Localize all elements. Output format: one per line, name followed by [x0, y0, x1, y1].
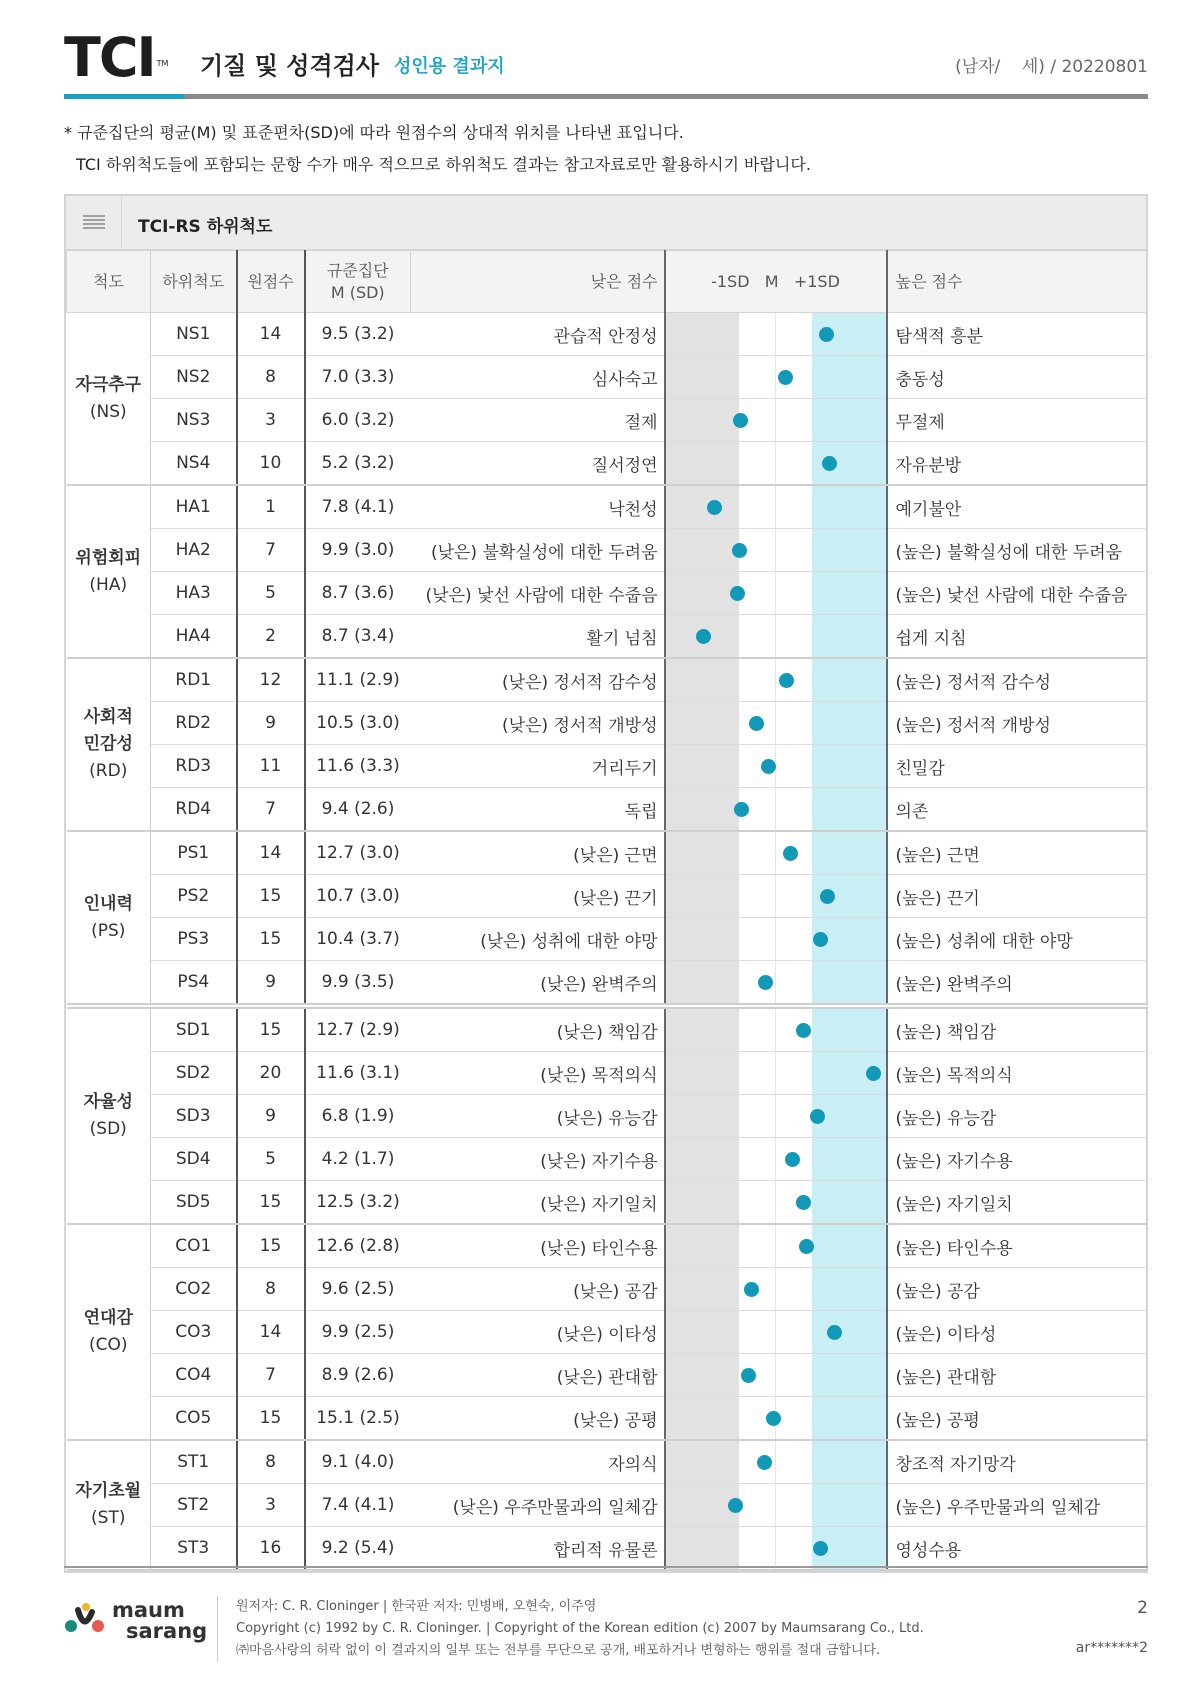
scale-code: (RD)	[89, 761, 128, 781]
high-score-label: (높은) 공평	[887, 1397, 1147, 1441]
score-plot	[665, 572, 887, 615]
score-plot	[665, 702, 887, 745]
score-dot	[778, 370, 793, 385]
raw-score: 1	[237, 485, 305, 529]
scale-label: 위험회피	[75, 547, 142, 568]
high-score-label: (높은) 끈기	[887, 875, 1147, 918]
low-score-label: (낮은) 근면	[411, 831, 665, 875]
table-row	[67, 356, 1147, 399]
score-plot	[665, 1181, 887, 1225]
subscale-code: CO1	[151, 1224, 237, 1268]
table-body	[67, 313, 1147, 1571]
low-score-label: (낮은) 완벽주의	[411, 961, 665, 1005]
table-row	[67, 1354, 1147, 1397]
score-plot	[665, 961, 887, 1005]
scale-name	[67, 485, 151, 658]
document-title: 기질 및 성격검사	[200, 52, 379, 80]
score-dot	[733, 413, 748, 428]
score-plot	[665, 529, 887, 572]
table-row	[67, 658, 1147, 702]
raw-score: 14	[237, 831, 305, 875]
low-score-label: 절제	[411, 399, 665, 442]
score-dot	[730, 586, 745, 601]
high-score-label: 친밀감	[887, 745, 1147, 788]
raw-score: 9	[237, 1095, 305, 1138]
high-score-label: (높은) 근면	[887, 831, 1147, 875]
scale-code: (PS)	[91, 920, 126, 941]
low-score-label: (낮은) 끈기	[411, 875, 665, 918]
subscale-code: CO2	[151, 1268, 237, 1311]
score-dot	[796, 1195, 811, 1210]
high-score-label: (높은) 정서적 개방성	[887, 702, 1147, 745]
raw-score: 14	[237, 313, 305, 356]
page-header	[64, 24, 1148, 98]
low-score-label: (낮은) 책임감	[411, 1008, 665, 1052]
logo-text: maum	[112, 1598, 185, 1622]
low-score-label: (낮은) 정서적 감수성	[411, 658, 665, 702]
score-dot	[734, 802, 749, 817]
score-dot	[761, 759, 776, 774]
norm-mean-sd: 11.6 (3.3)	[305, 745, 411, 788]
table-row	[67, 1268, 1147, 1311]
low-score-label: 독립	[411, 788, 665, 832]
subscale-code: SD5	[151, 1181, 237, 1225]
low-score-label: (낮은) 타인수용	[411, 1224, 665, 1268]
raw-score: 8	[237, 1268, 305, 1311]
raw-score: 9	[237, 702, 305, 745]
scale-name	[67, 1224, 151, 1440]
table-row	[67, 788, 1147, 832]
high-score-label: (높은) 불확실성에 대한 두려움	[887, 529, 1147, 572]
subscale-code: PS4	[151, 961, 237, 1005]
norm-mean-sd: 9.9 (3.5)	[305, 961, 411, 1005]
subscale-code: SD2	[151, 1052, 237, 1095]
score-dot	[779, 673, 794, 688]
raw-score: 15	[237, 1397, 305, 1441]
norm-mean-sd: 12.5 (3.2)	[305, 1181, 411, 1225]
norm-mean-sd: 9.1 (4.0)	[305, 1440, 411, 1484]
low-score-label: (낮은) 낯선 사람에 대한 수줍음	[411, 572, 665, 615]
low-score-label: (낮은) 불확실성에 대한 두려움	[411, 529, 665, 572]
raw-score: 14	[237, 1311, 305, 1354]
subscale-code: CO5	[151, 1397, 237, 1441]
score-dot	[799, 1239, 814, 1254]
scale-label: 인내력	[83, 893, 133, 914]
subscale-code: HA1	[151, 485, 237, 529]
table-header-row	[67, 251, 1147, 313]
low-score-label: (낮은) 이타성	[411, 1311, 665, 1354]
raw-score: 11	[237, 745, 305, 788]
score-dot	[766, 1411, 781, 1426]
scale-name	[67, 658, 151, 831]
score-dot	[822, 456, 837, 471]
score-dot	[707, 500, 722, 515]
table-row	[67, 1440, 1147, 1484]
norm-mean-sd: 11.6 (3.1)	[305, 1052, 411, 1095]
norm-mean-sd: 10.4 (3.7)	[305, 918, 411, 961]
scale-code: (ST)	[91, 1508, 126, 1528]
low-score-label: 자의식	[411, 1440, 665, 1484]
norm-mean-sd: 7.0 (3.3)	[305, 356, 411, 399]
score-dot	[827, 1325, 842, 1340]
tci-logo: TCI ™	[64, 26, 169, 89]
subscale-code: HA4	[151, 615, 237, 659]
score-dot	[866, 1066, 881, 1081]
col-high: 높은 점수	[887, 251, 1147, 313]
score-plot	[665, 918, 887, 961]
score-dot	[744, 1282, 759, 1297]
raw-score: 20	[237, 1052, 305, 1095]
score-dot	[758, 975, 773, 990]
col-low: 낮은 점수	[411, 251, 665, 313]
scale-label: 자율성	[83, 1092, 133, 1112]
score-plot	[665, 831, 887, 875]
low-score-label: (낮은) 성취에 대한 야망	[411, 918, 665, 961]
norm-mean-sd: 8.9 (2.6)	[305, 1354, 411, 1397]
header-accent-line	[64, 94, 184, 99]
table-row	[67, 572, 1147, 615]
table-row	[67, 485, 1147, 529]
score-plot	[665, 1311, 887, 1354]
table-row	[67, 918, 1147, 961]
scale-code: (HA)	[89, 574, 128, 595]
footer-separator	[217, 1596, 218, 1662]
score-dot	[757, 1455, 772, 1470]
low-score-label: 질서정연	[411, 442, 665, 486]
score-dot	[749, 716, 764, 731]
table-row	[67, 1008, 1147, 1052]
norm-mean-sd: 12.7 (2.9)	[305, 1008, 411, 1052]
subscale-code: ST3	[151, 1527, 237, 1571]
low-score-label: (낮은) 자기일치	[411, 1181, 665, 1225]
raw-score: 7	[237, 1354, 305, 1397]
high-score-label: (높은) 책임감	[887, 1008, 1147, 1052]
note-line: * 규준집단의 평균(M) 및 표준편차(SD)에 따라 원점수의 상대적 위치를 나타낸 표입니다.	[64, 123, 684, 142]
norm-mean-sd: 9.9 (3.0)	[305, 529, 411, 572]
copyright-line: 원저자: C. R. Cloninger | 한국판 저자: 민병배, 오현숙, 이주영	[236, 1599, 597, 1614]
raw-score: 8	[237, 356, 305, 399]
scale-name	[67, 313, 151, 486]
logo-text: sarang	[126, 1619, 208, 1643]
norm-mean-sd: 11.1 (2.9)	[305, 658, 411, 702]
norm-mean-sd: 9.6 (2.5)	[305, 1268, 411, 1311]
subscale-code: NS1	[151, 313, 237, 356]
norm-mean-sd: 6.0 (3.2)	[305, 399, 411, 442]
subscale-code: SD3	[151, 1095, 237, 1138]
high-score-label: 자유분방	[887, 442, 1147, 486]
low-score-label: 관습적 안정성	[411, 313, 665, 356]
score-plot	[665, 1527, 887, 1571]
high-score-label: (높은) 자기수용	[887, 1138, 1147, 1181]
menu-icon[interactable]	[66, 196, 122, 248]
score-plot	[665, 788, 887, 832]
norm-mean-sd: 9.2 (5.4)	[305, 1527, 411, 1571]
score-plot	[665, 1268, 887, 1311]
score-plot	[665, 356, 887, 399]
high-score-label: (높은) 우주만물과의 일체감	[887, 1484, 1147, 1527]
table-row	[67, 745, 1147, 788]
col-norm: 규준집단 M (SD)	[305, 251, 411, 313]
low-score-label: (낮은) 우주만물과의 일체감	[411, 1484, 665, 1527]
score-plot	[665, 1138, 887, 1181]
score-plot	[665, 1484, 887, 1527]
col-scale: 척도	[67, 251, 151, 313]
raw-score: 15	[237, 1181, 305, 1225]
high-score-label: (높은) 성취에 대한 야망	[887, 918, 1147, 961]
high-score-label: 예기불안	[887, 485, 1147, 529]
scale-name	[67, 1440, 151, 1570]
score-dot	[785, 1152, 800, 1167]
table-row	[67, 1311, 1147, 1354]
norm-mean-sd: 6.8 (1.9)	[305, 1095, 411, 1138]
high-score-label: (높은) 관대함	[887, 1354, 1147, 1397]
subscale-code: RD3	[151, 745, 237, 788]
score-plot	[665, 485, 887, 529]
scale-code: (CO)	[88, 1335, 128, 1355]
raw-score: 15	[237, 918, 305, 961]
respondent-meta: (남자/ 세) / 20220801	[955, 57, 1148, 77]
table-row	[67, 702, 1147, 745]
col-subscale: 하위척도	[151, 251, 237, 313]
score-dot	[728, 1498, 743, 1513]
score-plot	[665, 313, 887, 356]
subscale-code: RD2	[151, 702, 237, 745]
subscale-code: SD1	[151, 1008, 237, 1052]
score-plot	[665, 442, 887, 486]
score-plot	[665, 1354, 887, 1397]
raw-score: 3	[237, 1484, 305, 1527]
subscale-code: HA2	[151, 529, 237, 572]
high-score-label: 충동성	[887, 356, 1147, 399]
table-row	[67, 875, 1147, 918]
document-subtitle: 성인용 결과지	[394, 56, 505, 77]
norm-mean-sd: 10.5 (3.0)	[305, 702, 411, 745]
raw-score: 12	[237, 658, 305, 702]
norm-mean-sd: 7.4 (4.1)	[305, 1484, 411, 1527]
score-dot	[819, 327, 834, 342]
norm-mean-sd: 9.9 (2.5)	[305, 1311, 411, 1354]
footer-divider	[64, 1566, 1148, 1568]
subscale-code: NS4	[151, 442, 237, 486]
subscale-code: CO4	[151, 1354, 237, 1397]
copyright-line: Copyright (c) 1992 by C. R. Cloninger. | Copyright of the Korean edition (c) 2007 by Maumsarang Co., Ltd.	[236, 1621, 924, 1636]
score-dot	[783, 846, 798, 861]
low-score-label: (낮은) 자기수용	[411, 1138, 665, 1181]
raw-score: 16	[237, 1527, 305, 1571]
score-dot	[813, 1541, 828, 1556]
score-dot	[696, 629, 711, 644]
subscale-code: NS3	[151, 399, 237, 442]
table-row	[67, 1052, 1147, 1095]
low-score-label: (낮은) 공평	[411, 1397, 665, 1441]
norm-mean-sd: 4.2 (1.7)	[305, 1138, 411, 1181]
scale-label: 자기초월	[75, 1481, 142, 1501]
high-score-label: (높은) 목적의식	[887, 1052, 1147, 1095]
norm-mean-sd: 12.6 (2.8)	[305, 1224, 411, 1268]
raw-score: 9	[237, 961, 305, 1005]
raw-score: 7	[237, 788, 305, 832]
scale-code: (SD)	[89, 1119, 127, 1139]
score-plot	[665, 615, 887, 659]
score-plot	[665, 1095, 887, 1138]
high-score-label: 영성수용	[887, 1527, 1147, 1571]
norm-mean-sd: 15.1 (2.5)	[305, 1397, 411, 1441]
high-score-label: (높은) 타인수용	[887, 1224, 1147, 1268]
copyright-line: ㈜마음사랑의 허락 없이 이 결과지의 일부 또는 전부를 무단으로 공개, 배포하거나 변형하는 행위를 절대 금합니다.	[236, 1643, 881, 1658]
maumsarang-mark-icon	[64, 1602, 106, 1636]
table-row	[67, 831, 1147, 875]
low-score-label: 활기 넘침	[411, 615, 665, 659]
subscale-code: RD1	[151, 658, 237, 702]
low-score-label: 낙천성	[411, 485, 665, 529]
score-dot	[813, 932, 828, 947]
raw-score: 3	[237, 399, 305, 442]
table-row	[67, 442, 1147, 486]
page-number: 2	[1137, 1598, 1148, 1618]
low-score-label: (낮은) 공감	[411, 1268, 665, 1311]
scale-code: (NS)	[89, 401, 127, 422]
score-dot	[810, 1109, 825, 1124]
high-score-label: (높은) 유능감	[887, 1095, 1147, 1138]
low-score-label: (낮은) 정서적 개방성	[411, 702, 665, 745]
low-score-label: (낮은) 관대함	[411, 1354, 665, 1397]
score-plot	[665, 1052, 887, 1095]
maumsarang-logo	[64, 1600, 214, 1650]
subscale-code: SD4	[151, 1138, 237, 1181]
high-score-label: 창조적 자기망각	[887, 1440, 1147, 1484]
high-score-label: 무절제	[887, 399, 1147, 442]
scale-name	[67, 1008, 151, 1224]
norm-mean-sd: 8.7 (3.4)	[305, 615, 411, 659]
subscale-code: CO3	[151, 1311, 237, 1354]
norm-mean-sd: 7.8 (4.1)	[305, 485, 411, 529]
copyright	[236, 1596, 924, 1662]
high-score-label: 의존	[887, 788, 1147, 832]
scale-label: 연대감	[83, 1308, 133, 1328]
high-score-label: (높은) 이타성	[887, 1311, 1147, 1354]
high-score-label: 탐색적 흥분	[887, 313, 1147, 356]
high-score-label: (높은) 정서적 감수성	[887, 658, 1147, 702]
raw-score: 7	[237, 529, 305, 572]
raw-score: 8	[237, 1440, 305, 1484]
subscale-code: HA3	[151, 572, 237, 615]
norm-mean-sd: 9.4 (2.6)	[305, 788, 411, 832]
score-plot	[665, 1397, 887, 1441]
score-dot	[820, 889, 835, 904]
table-row	[67, 1397, 1147, 1441]
raw-score: 15	[237, 1224, 305, 1268]
score-plot	[665, 1440, 887, 1484]
table-row	[67, 1527, 1147, 1571]
table-row	[67, 399, 1147, 442]
raw-score: 2	[237, 615, 305, 659]
high-score-label: (높은) 공감	[887, 1268, 1147, 1311]
score-plot	[665, 875, 887, 918]
panel-header	[66, 196, 1146, 250]
table-row	[67, 1138, 1147, 1181]
table-row	[67, 1181, 1147, 1225]
scale-label: 자극추구	[75, 374, 142, 395]
subscale-code: ST1	[151, 1440, 237, 1484]
norm-mean-sd: 5.2 (3.2)	[305, 442, 411, 486]
note-line: TCI 하위척도들에 포함되는 문항 수가 매우 적으므로 하위척도 결과는 참고자료로만 활용하시기 바랍니다.	[76, 155, 811, 174]
raw-score: 15	[237, 875, 305, 918]
table-row	[67, 1224, 1147, 1268]
table-row	[67, 529, 1147, 572]
high-score-label: 쉽게 지침	[887, 615, 1147, 659]
subscale-code: ST2	[151, 1484, 237, 1527]
raw-score: 10	[237, 442, 305, 486]
subscale-code: RD4	[151, 788, 237, 832]
low-score-label: 거리두기	[411, 745, 665, 788]
report-code: ar*******2	[1075, 1640, 1148, 1656]
raw-score: 5	[237, 1138, 305, 1181]
score-dot	[741, 1368, 756, 1383]
subscale-code: PS3	[151, 918, 237, 961]
scale-label: 사회적 민감성	[83, 707, 133, 754]
norm-mean-sd: 9.5 (3.2)	[305, 313, 411, 356]
subscale-code: PS1	[151, 831, 237, 875]
col-plot: -1SD M +1SD	[665, 251, 887, 313]
norm-mean-sd: 8.7 (3.6)	[305, 572, 411, 615]
notes	[64, 117, 811, 181]
low-score-label: (낮은) 목적의식	[411, 1052, 665, 1095]
panel-title: TCI-RS 하위척도	[138, 217, 273, 237]
scale-name	[67, 831, 151, 1004]
high-score-label: (높은) 낯선 사람에 대한 수줍음	[887, 572, 1147, 615]
norm-mean-sd: 10.7 (3.0)	[305, 875, 411, 918]
subscale-code: PS2	[151, 875, 237, 918]
score-dot	[796, 1023, 811, 1038]
raw-score: 5	[237, 572, 305, 615]
col-raw: 원점수	[237, 251, 305, 313]
low-score-label: 심사숙고	[411, 356, 665, 399]
header-divider	[184, 94, 1148, 99]
table-row	[67, 615, 1147, 659]
table-row	[67, 1484, 1147, 1527]
high-score-label: (높은) 완벽주의	[887, 961, 1147, 1005]
score-plot	[665, 658, 887, 702]
raw-score: 15	[237, 1008, 305, 1052]
score-plot	[665, 1008, 887, 1052]
norm-mean-sd: 12.7 (3.0)	[305, 831, 411, 875]
table-row	[67, 313, 1147, 356]
score-plot	[665, 399, 887, 442]
low-score-label: 합리적 유물론	[411, 1527, 665, 1571]
low-score-label: (낮은) 유능감	[411, 1095, 665, 1138]
subscale-code: NS2	[151, 356, 237, 399]
high-score-label: (높은) 자기일치	[887, 1181, 1147, 1225]
table-row	[67, 961, 1147, 1005]
score-dot	[732, 543, 747, 558]
table-row	[67, 1095, 1147, 1138]
subscale-table	[66, 250, 1147, 1571]
score-plot	[665, 1224, 887, 1268]
score-plot	[665, 745, 887, 788]
subscale-panel	[64, 194, 1148, 1573]
